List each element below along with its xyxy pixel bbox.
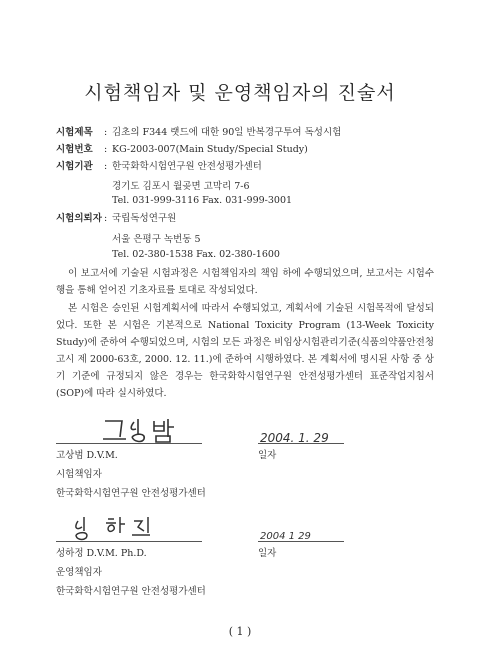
field-value: 국립독성연구원 xyxy=(112,213,177,224)
field-test-number: 시험번호 : KG-2003-007(Main Study/Special Study) xyxy=(56,144,308,155)
field-label: 시험번호 xyxy=(56,144,93,155)
signer-org: 한국화학시험연구원 안전성평가센터 xyxy=(56,586,206,597)
svg-text:2004. 1. 29: 2004. 1. 29 xyxy=(260,431,329,445)
date-line xyxy=(258,541,344,542)
svg-text:2004 1 29: 2004 1 29 xyxy=(260,531,311,542)
field-label: 시험기관 xyxy=(56,161,93,172)
field-label: 시험제목 xyxy=(56,127,93,138)
handwritten-date xyxy=(258,525,348,545)
signature-line xyxy=(56,443,202,444)
page-number: ( 1 ) xyxy=(228,625,252,638)
signature-line xyxy=(56,541,202,542)
sponsor-address: 서울 은평구 녹번동 5 xyxy=(112,234,201,245)
signer-role: 운영책임자 xyxy=(56,567,102,578)
date-line xyxy=(258,443,344,444)
field-value: KG-2003-007(Main Study/Special Study) xyxy=(112,144,308,155)
field-value: 한국화학시험연구원 안전성평가센터 xyxy=(112,161,262,172)
signer-org: 한국화학시험연구원 안전성평가센터 xyxy=(56,488,206,499)
field-sponsor: 시험의뢰자 : 국립독성연구원 xyxy=(56,213,177,224)
date-label: 일자 xyxy=(258,548,277,559)
field-test-facility: 시험기관 : 한국화학시험연구원 안전성평가센터 xyxy=(56,161,262,172)
date-label: 일자 xyxy=(258,450,277,461)
field-test-title: 시험제목 : 김초의 F344 랫드에 대한 90일 반복경구투여 독성시험 xyxy=(56,127,342,138)
signature-image xyxy=(100,415,190,445)
statement-paragraph-1: 이 보고서에 기술된 시험과정은 시험책임자의 책임 하에 수행되었으며, 보고서는 시험수행을 통해 얻어진 기초자료를 토대로 작성되었다. xyxy=(56,268,434,296)
document-title: 시험책임자 및 운영책임자의 진술서 xyxy=(84,82,396,104)
signature-image xyxy=(70,513,160,541)
signer-role: 시험책임자 xyxy=(56,469,102,480)
field-value: 김초의 F344 랫드에 대한 90일 반복경구투여 독성시험 xyxy=(112,127,342,138)
sponsor-contact: Tel. 02-380-1538 Fax. 02-380-1600 xyxy=(112,249,280,260)
handwritten-date xyxy=(258,427,348,447)
signer-name: 고상범 D.V.M. xyxy=(56,450,118,461)
signer-name: 성하정 D.V.M. Ph.D. xyxy=(56,548,147,559)
facility-address: 경기도 김포시 월곶면 고막리 7-6 xyxy=(112,181,250,192)
facility-contact: Tel. 031-999-3116 Fax. 031-999-3001 xyxy=(112,195,293,206)
statement-paragraph-2: 본 시험은 승인된 시험계획서에 따라서 수행되었고, 계획서에 기술된 시험목적에 달성되었다. 또한 본 시험은 기본적으로 National Toxicity Program (13-Week Toxicity Study)에 준하여 수행되었으며, 시험의 모든 과정은 비임상시험관리기준(식품의약품안전청 고시 제 2000-63호, 2000. 12. 11.)에 준하여 시행하였다. 본 계획서에 명시된 사항 중 상기 기준에 규정되지 않은 경우는 한국화학시험연구원 안전성평가센터 표준작업지침서(SOP)에 따라 실시하였다. xyxy=(56,303,434,399)
field-label: 시험의뢰자 xyxy=(56,213,102,224)
